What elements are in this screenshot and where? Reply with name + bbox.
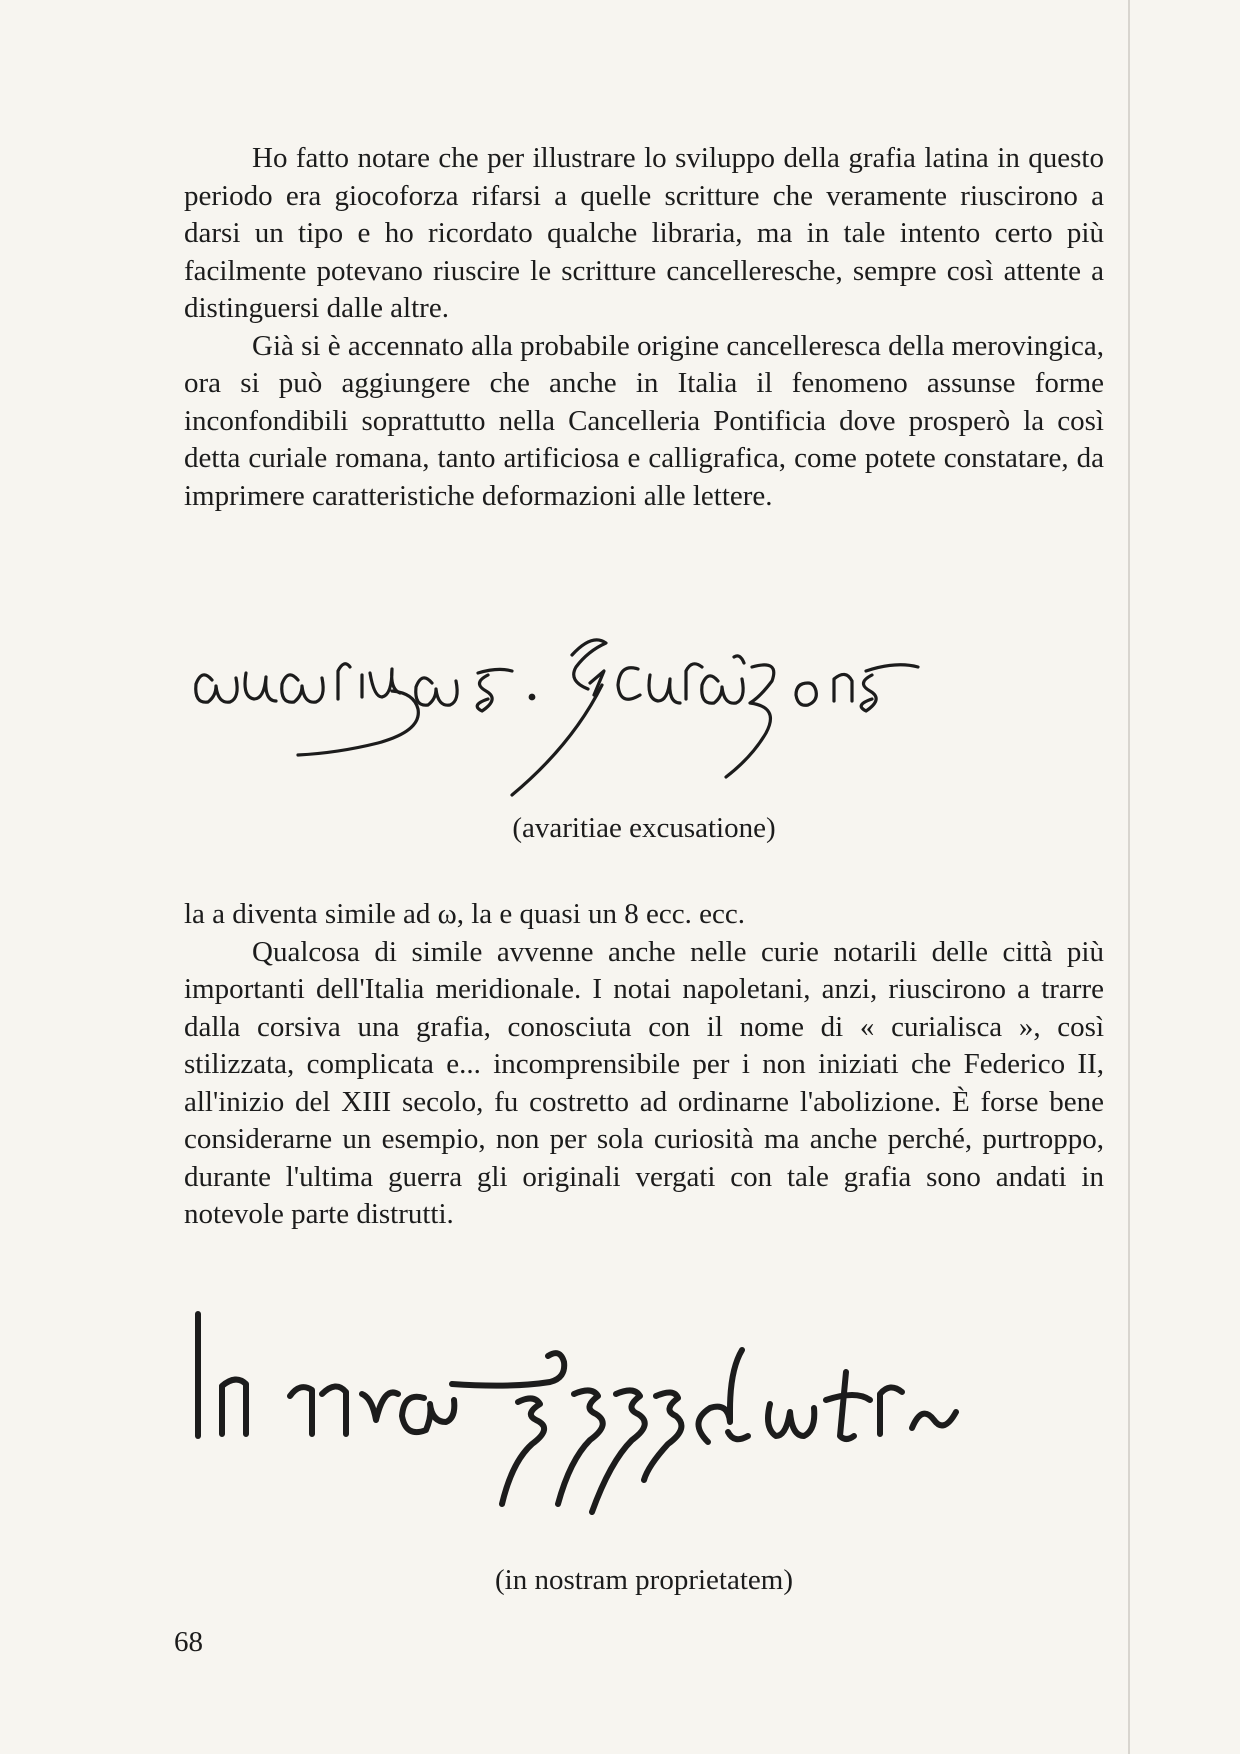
page-number: 68	[174, 1626, 203, 1658]
paragraph: Già si è accennato alla probabile origine cancelleresca della merovingica, ora si può aggiungere che anche in Italia il fenomeno assunse forme inconfondibili soprattutto nella Cancelleria Pontificia dove prosperò la così detta curiale romana, tanto artificiosa e calligrafica, come potete constatare, da imprimere caratteristiche deformazioni alle lettere.	[184, 329, 1104, 512]
paragraph: la a diventa simile ad ω, la e quasi un 8 ecc. ecc.	[184, 898, 745, 930]
curialisca-script-sample-image	[0, 1300, 1240, 1540]
curial-script-sample-image	[0, 625, 1240, 805]
example-caption: (avaritiae excusatione)	[512, 812, 776, 844]
example-caption: (in nostram proprietatem)	[495, 1564, 793, 1596]
paragraph: Ho fatto notare che per illustrare lo sviluppo della grafia latina in questo periodo era giocoforza rifarsi a quelle scritture che veramente riuscirono a darsi un tipo e ho ricordato qualche libraria, ma in tale intento certo più facilmente potevano riuscire le scritture cancelleresche, sempre così attente a distinguersi dalle altre.	[184, 142, 1104, 324]
text-block-bottom	[184, 896, 1104, 1234]
text-block-top	[184, 140, 1104, 515]
paragraph: Qualcosa di simile avvenne anche nelle curie notarili delle città più importanti dell'Italia meridionale. I notai napoletani, anzi, riuscirono a trarre dalla corsiva una grafia, conosciuta con il nome di « curialisca », così stilizzata, complicata e... incomprensibile per i non iniziati che Federico II, all'inizio del XIII secolo, fu costretto ad ordinarne l'abolizione. È forse bene considerarne un esempio, non per sola curiosità ma anche perché, purtroppo, durante l'ultima guerra gli originali vergati con tale grafia sono andati in notevole parte distrutti.	[184, 935, 1104, 1230]
